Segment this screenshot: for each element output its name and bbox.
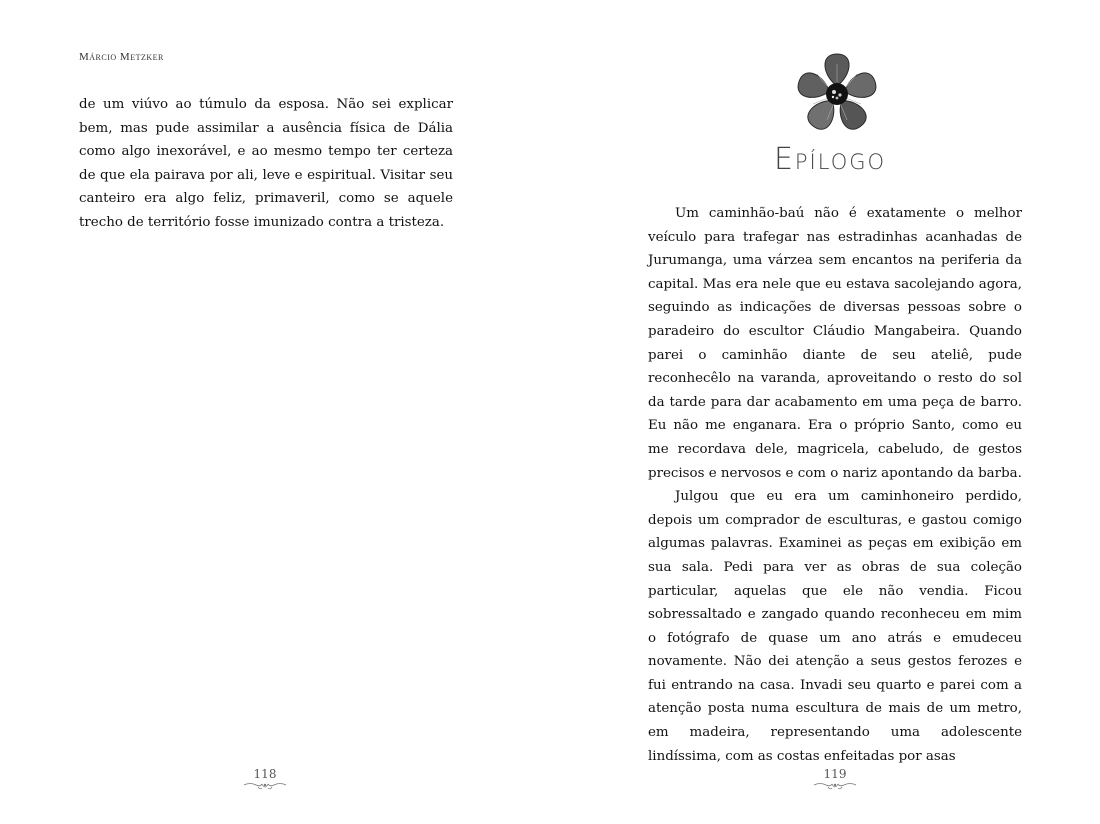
right-page xyxy=(550,0,1100,824)
hibiscus-flower-icon xyxy=(791,50,883,142)
left-folio xyxy=(225,767,305,791)
folio-ornament-icon xyxy=(242,781,288,791)
page-number-left: 118 xyxy=(253,767,277,781)
page-number-right: 119 xyxy=(823,767,847,781)
left-paragraph-1: de um viúvo ao túmulo da esposa. Não sei explicar bem, mas pude assimilar a ausência física de Dália como algo inexorável, e ao mesmo tempo ter certeza de que ela pairava por ali, leve e espiritual. Visitar seu canteiro era algo feliz, primaveril, como se aquele trecho de território fosse imunizado contra a tristeza. xyxy=(79,97,453,230)
right-paragraph-2: Julgou que eu era um caminhoneiro perdido, depois um comprador de esculturas, e gastou comigo algumas palavras. Examinei as peças em exibição em sua sala. Pedi para ver as obras de sua coleção particular, aquelas que ele não vendia. Ficou sobressaltado e zangado quando reconheceu em mim o fotógrafo de quase um ano atrás e emudeceu novamente. Não dei atenção a seus gestos ferozes e fui entrando na casa. Invadi seu quarto e parei com a atenção posta numa escultura de mais de um metro, em madeira, representando uma adolescente lindíssima, com as costas enfeitadas por asas xyxy=(648,489,1022,764)
right-body-text xyxy=(648,202,1022,768)
right-paragraph-1: Um caminhão-baú não é exatamente o melhor veículo para trafegar nas estradinhas acanhadas de Jurumanga, uma várzea sem encantos na periferia da capital. Mas era nele que eu estava sacolejando agora, seguindo as indicações de diversas pessoas sobre o paradeiro do escultor Cláudio Mangabeira. Quando parei o caminhão diante de seu ateliê, pude reconhecêlo na varanda, aproveitando o resto do sol da tarde para dar acabamento em uma peça de barro. Eu não me enganara. Era o próprio Santo, como eu me recordava dele, magricela, cabeludo, de gestos precisos e nervosos e com o nariz apontando da barba. xyxy=(648,206,1022,481)
folio-ornament-icon xyxy=(812,781,858,791)
chapter-title: Epílogo xyxy=(773,142,887,177)
running-head-author: Márcio Metzker xyxy=(79,51,164,63)
left-body-text xyxy=(79,93,453,235)
right-folio xyxy=(795,767,875,791)
